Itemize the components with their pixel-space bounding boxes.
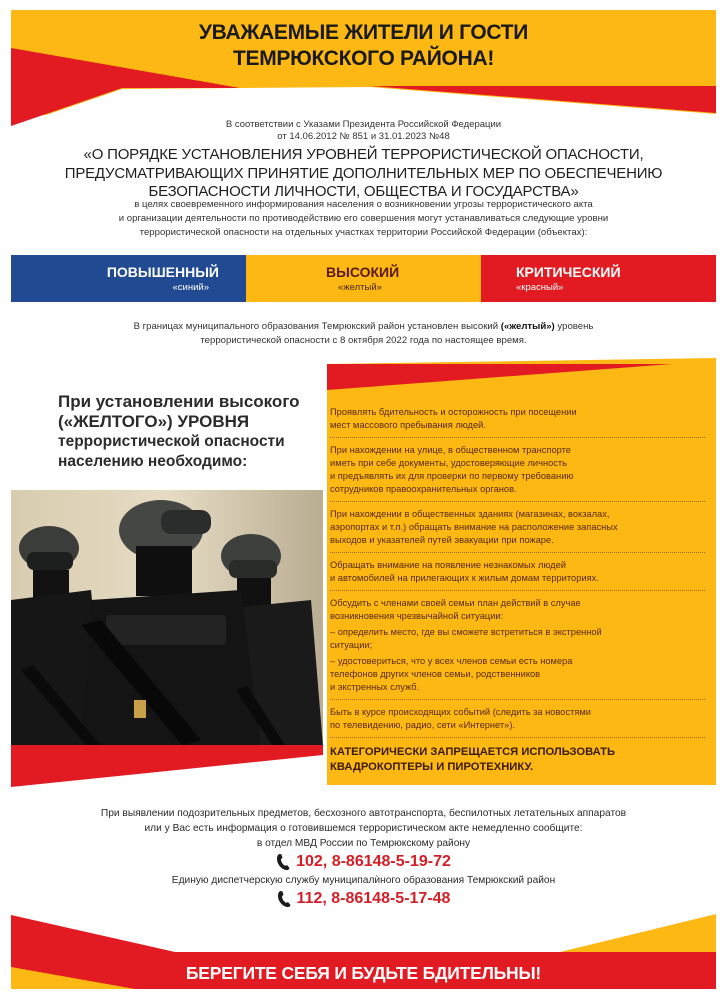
status-text-part: уровень (554, 321, 594, 332)
report-line: или у Вас есть информация о готовившемся террористическом акте немедленно сообщите: (144, 823, 583, 834)
instruction-line: Проявлять бдительность и осторожность при посещении (330, 407, 577, 417)
level-name: ВЫСОКИЙ (326, 264, 400, 280)
instruction-line: и автомобилей на прилегающих к жилым домам территориях. (330, 573, 599, 583)
level-name: ПОВЫШЕННЫЙ (106, 264, 219, 280)
instruction-line: телефонов других членов семьи, родственников (330, 669, 541, 679)
level-name: КРИТИЧЕСКИЙ (516, 264, 621, 280)
instruction-line: При нахождении на улице, в общественном транспорте (330, 445, 571, 455)
decree-reference-line: В соответствии с Указами Президента Российской Федерации (225, 119, 502, 130)
instruction-line: по телевидению, радио, сети «Интернет»). (330, 720, 516, 730)
heading-line: При установлении высокого (58, 392, 300, 411)
decree-reference-line: от 14.06.2012 № 851 и 31.01.2023 №48 (277, 131, 450, 142)
status-text-line: террористической опасности с 8 октября 2022 года по настоящее время. (200, 335, 527, 346)
instruction-line: ситуации; (330, 640, 373, 650)
header-title-line: УВАЖАЕМЫЕ ЖИТЕЛИ И ГОСТИ (198, 21, 529, 44)
instruction-line: возникновения чрезвычайной ситуации: (330, 611, 504, 621)
instruction-line: – определить место, где вы сможете встретиться в экстренной (330, 627, 602, 637)
instruction-line: При нахождении в общественных зданиях (магазинах, вокзалах, (330, 509, 610, 519)
instruction-line: Быть в курсе происходящих событий (следить за новостями (330, 707, 591, 717)
instruction-line: и экстренных служб. (330, 682, 420, 692)
instruction-line: КАТЕГОРИЧЕСКИ ЗАПРЕЩАЕТСЯ ИСПОЛЬЗОВАТЬ (330, 746, 616, 758)
instruction-line: выходов и указателей путей эвакуации при пожаре. (330, 535, 554, 545)
instruction-line: КВАДРОКОПТЕРЫ И ПИРОТЕХНИКУ. (330, 760, 534, 773)
status-text-part: В границах муниципального образования Темрюкский район установлен высокий (133, 321, 501, 332)
decree-title-line: БЕЗОПАСНОСТИ ЛИЧНОСТИ, ОБЩЕСТВА И ГОСУДАРСТВА» (148, 183, 579, 200)
status-level-highlight: («желтый») (500, 321, 555, 332)
instruction-line: – удостовериться, что у всех членов семьи есть номера (330, 656, 573, 666)
phone-number[interactable]: 102, 8-86148-5-19-72 (296, 853, 451, 870)
decree-title-line: ПРЕДУСМАТРИВАЮЩИХ ПРИНЯТИЕ ДОПОЛНИТЕЛЬНЫХ МЕР ПО ОБЕСПЕЧЕНИЮ (64, 164, 663, 182)
heading-line: террористической опасности (58, 433, 285, 450)
level-color-label: «желтый» (338, 282, 382, 293)
instruction-line: аэропортах и т.п.) обращать внимание на расположение запасных (330, 522, 618, 532)
report-line: Единую диспетчерскую службу муниципалѝного образования Темрюкский район (171, 875, 556, 886)
instruction-line: Обращать внимание на появление незнакомых людей (330, 560, 566, 570)
footer-slogan: БЕРЕГИТЕ СЕБЯ И БУДЬТЕ БДИТЕЛЬНЫ! (185, 963, 542, 983)
instruction-line: иметь при себе документы, удостоверяющие личность (330, 458, 568, 468)
intro-body-line: в целях своевременного информирования населения о возникновении угрозы террористического акта (134, 199, 593, 210)
instruction-line: и предъявлять их для проверки по первому требованию (330, 471, 574, 481)
instruction-line: мест массового пребывания людей. (330, 420, 486, 430)
instruction-line: сотрудников правоохранительных органов. (330, 484, 517, 494)
heading-line: («ЖЕЛТОГО») УРОВНЯ (58, 412, 250, 431)
decree-title-line: «О ПОРЯДКЕ УСТАНОВЛЕНИЯ УРОВНЕЙ ТЕРРОРИСТИЧЕСКОЙ ОПАСНОСТИ, (83, 146, 644, 163)
header-title-line: ТЕМРЮКСКОГО РАЙОНА! (232, 47, 495, 70)
report-line: При выявлении подозрительных предметов, бесхозного автотранспорта, беспилотных летательных аппаратов (100, 808, 627, 819)
report-line: в отдел МВД России по Темрюкскому району (256, 838, 471, 849)
heading-line: населению необходимо: (58, 453, 248, 470)
level-color-label: «красный» (516, 282, 564, 293)
level-color-label: «синий» (172, 282, 209, 293)
intro-body-line: и организации деятельности по противодействию его совершения могут устанавливаться следующие уровни (118, 213, 609, 224)
intro-body-line: террористической опасности на отдельных участках территории Российской Федерации (объектах): (139, 227, 588, 238)
phone-number[interactable]: 112, 8-86148-5-17-48 (296, 890, 451, 907)
instruction-line: Обсудить с членами своей семьи план действий в случае (330, 598, 581, 608)
